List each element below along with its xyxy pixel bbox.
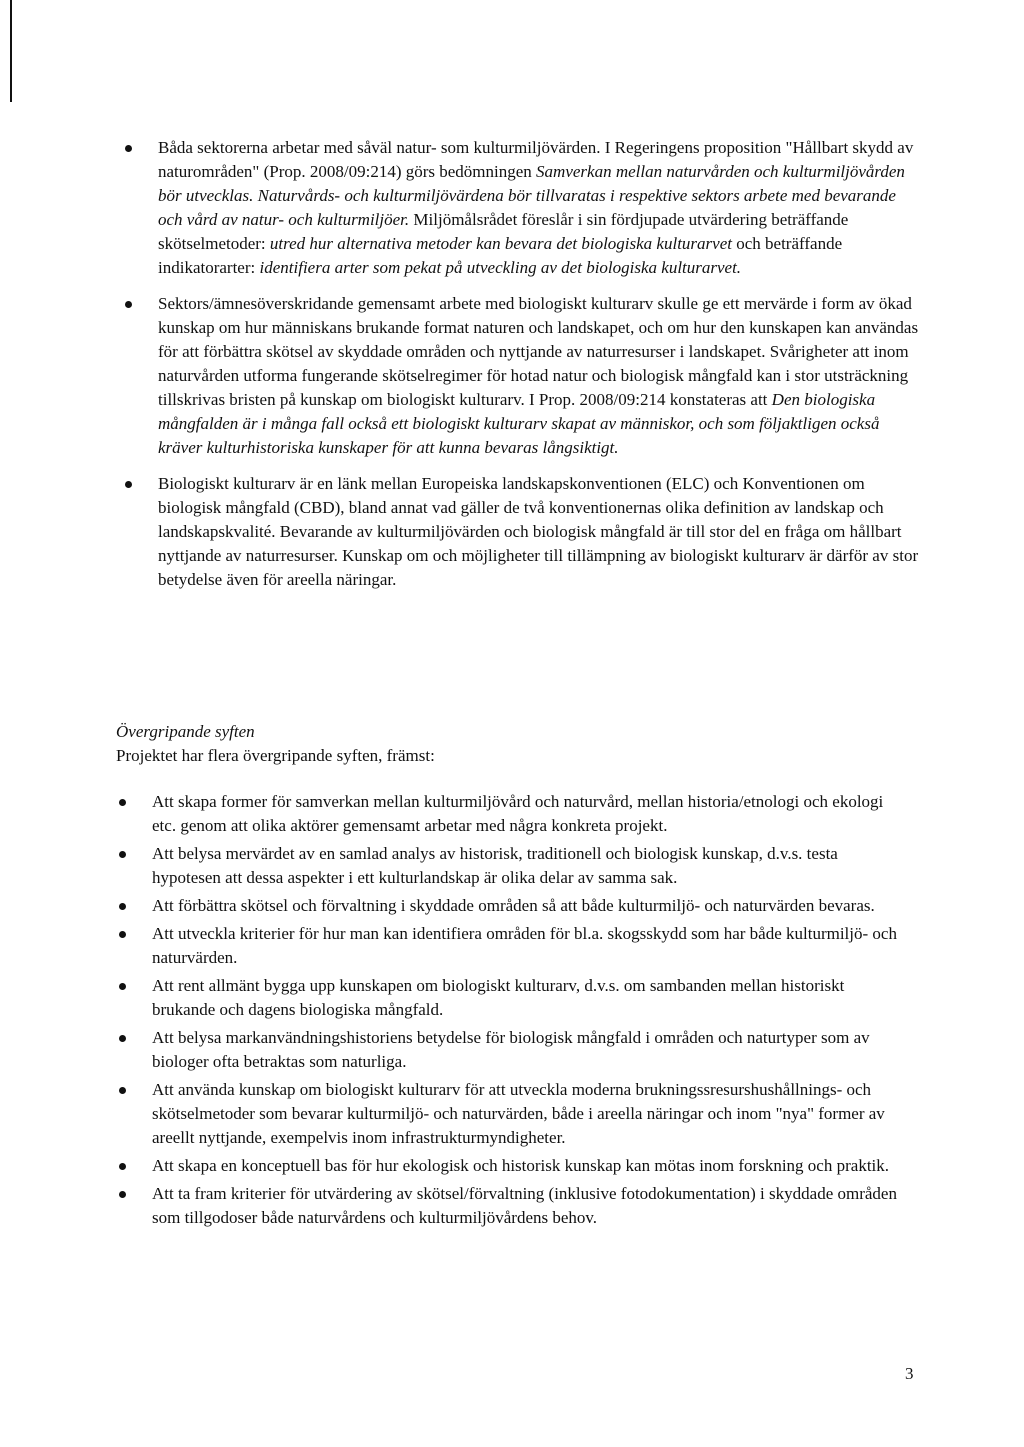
list-item: Båda sektorerna arbetar med såväl natur- som kulturmiljövärden. I Regeringens proposition "Hållbart skydd av naturområden" (Prop. 2008/09:214) görs bedömningen Samverkan mellan naturvården och kulturmiljövården bör utvecklas. Naturvårds- och kulturmiljövärdena bör tillvaratas i respektive sektors arbete med bevarande och vård av natur- och kulturmiljöer. Miljömålsrådet föreslår i sin fördjupade utvärdering beträffande skötselmetoder: utred hur alternativa metoder kan bevara det biologiska kulturarvet och beträffande indikatorarter: identifiera arter som pekat på utveckling av det biologiska kulturarvet. <box>122 136 922 280</box>
list-item: Biologiskt kulturarv är en länk mellan Europeiska landskapskonventionen (ELC) och Konventionen om biologisk mångfald (CBD), bland annat vad gäller de två konventionernas olika definition av landskap och landskapskvalité. Bevarande av kulturmiljövärden och biologisk mångfald är till stor del en fråga om hållbart nyttjande av naturresurser. Kunskap om och möjligheter till tillämpning av biologiskt kulturarv är därför av stor betydelse även för areella näringar. <box>122 472 922 592</box>
list-item: Att rent allmänt bygga upp kunskapen om biologiskt kulturarv, d.v.s. om sambanden mellan historiskt brukande och dagens biologiska mångfald. <box>116 974 906 1022</box>
list-item: Sektors/ämnesöverskridande gemensamt arbete med biologiskt kulturarv skulle ge ett mervärde i form av ökad kunskap om hur människans brukande format naturen och landskapet, och om hur den kunskapen kan användas för att förbättra skötsel av skyddade områden och nyttjande av naturresurser i landskapet. Svårigheter att inom naturvården utforma fungerande skötselregimer för hotad natur och biologisk mångfald kan i stor utsträckning tillskrivas bristen på kunskap om biologiskt kulturarv. I Prop. 2008/09:214 konstateras att Den biologiska mångfalden är i många fall också ett biologiskt kulturarv skapat av människor, och som följaktligen också kräver kulturhistoriska kunskaper för att kunna bevaras långsiktigt. <box>122 292 922 460</box>
list-item: Att belysa mervärdet av en samlad analys av historisk, traditionell och biologisk kunskap, d.v.s. testa hypotesen att dessa aspekter i ett kulturlandskap är olika delar av samma sak. <box>116 842 906 890</box>
list-item: Att använda kunskap om biologiskt kulturarv för att utveckla moderna brukningssresurshushållnings- och skötselmetoder som bevarar kulturmiljö- och naturvärden, både i areella näringar och inom "nya" former av areellt nyttjande, exempelvis inom infrastrukturmyndigheter. <box>116 1078 906 1150</box>
list-item: Att skapa en konceptuell bas för hur ekologisk och historisk kunskap kan mötas inom forskning och praktik. <box>116 1154 906 1178</box>
background-bullet-list <box>122 136 922 604</box>
list-item: Att belysa markanvändningshistoriens betydelse för biologisk mångfald i områden och naturtyper som av biologer ofta betraktas som naturliga. <box>116 1026 906 1074</box>
list-item: Att ta fram kriterier för utvärdering av skötsel/förvaltning (inklusive fotodokumentation) i skyddade områden som tillgodoser både naturvårdens och kulturmiljövårdens behov. <box>116 1182 906 1230</box>
list-item: Att utveckla kriterier för hur man kan identifiera områden för bl.a. skogsskydd som har både kulturmiljö- och naturvärden. <box>116 922 906 970</box>
section-heading: Övergripande syften <box>116 722 255 741</box>
section-intro: Projektet har flera övergripande syften, främst: <box>116 746 435 765</box>
list-item: Att skapa former för samverkan mellan kulturmiljövård och naturvård, mellan historia/etnologi och ekologi etc. genom att olika aktörer gemensamt arbetar med några konkreta projekt. <box>116 790 906 838</box>
list-item: Att förbättra skötsel och förvaltning i skyddade områden så att både kulturmiljö- och naturvärden bevaras. <box>116 894 906 918</box>
purpose-bullet-list <box>116 790 906 1234</box>
scan-edge-line <box>10 0 12 102</box>
page-number: 3 <box>905 1364 914 1383</box>
